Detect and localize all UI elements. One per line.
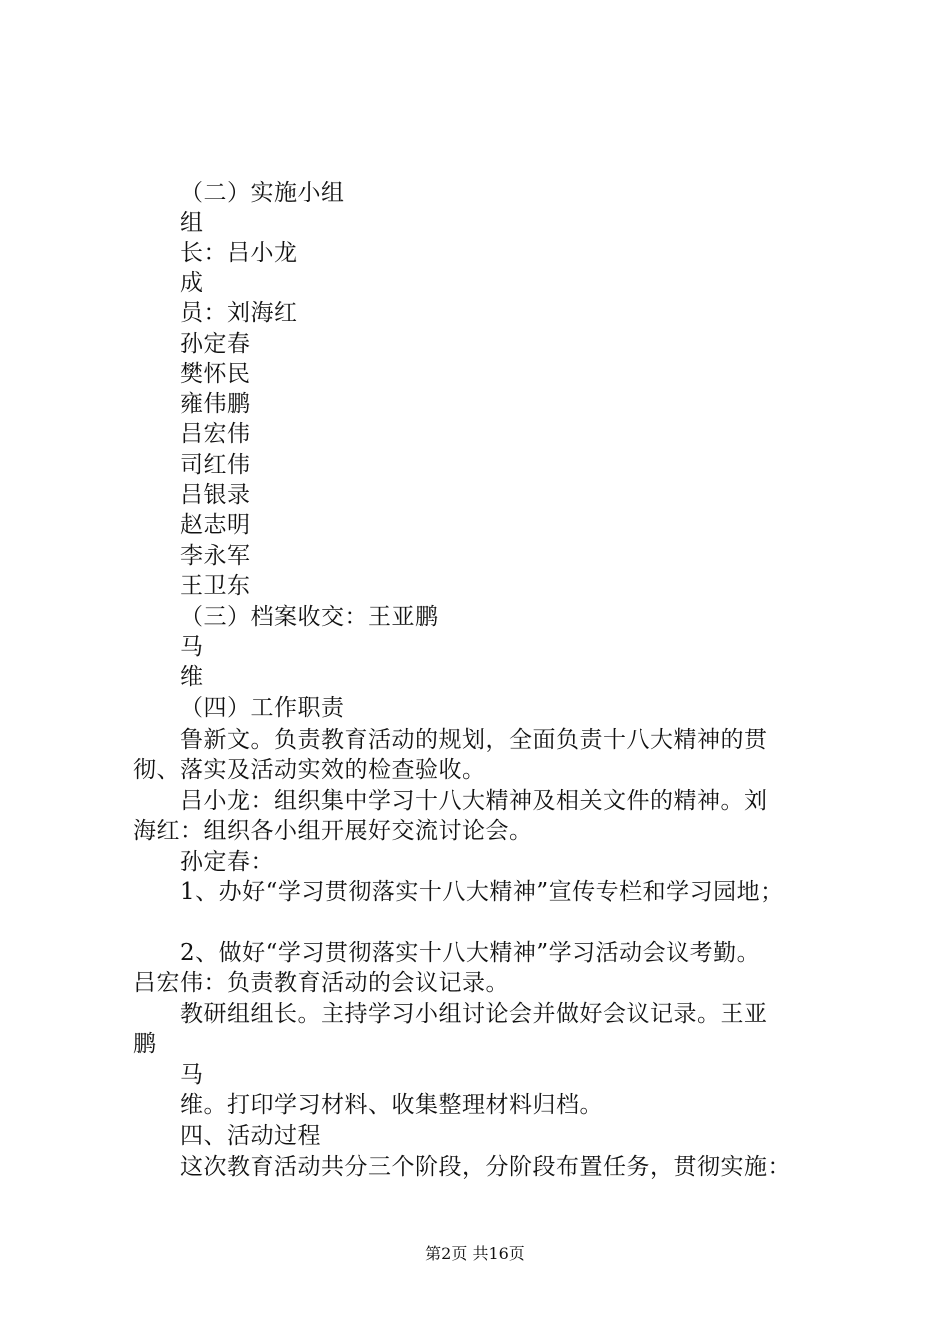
section-heading-activity-process: 四、活动过程 bbox=[180, 1123, 321, 1149]
member-name: 李永军 bbox=[180, 543, 251, 569]
text-line: 员：刘海红 bbox=[180, 300, 298, 326]
paragraph-line: 马 bbox=[180, 1062, 204, 1088]
paragraph-line: 海红：组织各小组开展好交流讨论会。 bbox=[133, 818, 533, 844]
paragraph-line: 维。打印学习材料、收集整理材料归档。 bbox=[180, 1092, 603, 1118]
section-heading-duties: （四）工作职责 bbox=[180, 695, 345, 721]
section-heading-implementation-group: （二）实施小组 bbox=[180, 180, 345, 206]
member-name: 赵志明 bbox=[180, 512, 251, 538]
page-footer: 第2页 共16页 bbox=[425, 1244, 525, 1263]
paragraph-line: 孙定春： bbox=[180, 849, 274, 875]
paragraph-line: 彻、落实及活动实效的检查验收。 bbox=[133, 757, 486, 783]
member-name: 吕银录 bbox=[180, 482, 251, 508]
member-name: 雍伟鹏 bbox=[180, 391, 251, 417]
paragraph-line: 1、办好“学习贯彻落实十八大精神”宣传专栏和学习园地； bbox=[180, 879, 784, 905]
paragraph-line: 吕宏伟：负责教育活动的会议记录。 bbox=[133, 970, 509, 996]
text-line: 长：吕小龙 bbox=[180, 240, 298, 266]
member-name: 王卫东 bbox=[180, 573, 251, 599]
paragraph-line: 鹏 bbox=[133, 1031, 157, 1057]
text-line: 成 bbox=[180, 270, 204, 296]
member-name: 司红伟 bbox=[180, 452, 251, 478]
member-name: 吕宏伟 bbox=[180, 421, 251, 447]
member-name: 樊怀民 bbox=[180, 361, 251, 387]
paragraph-line: 这次教育活动共分三个阶段，分阶段布置任务，贯彻实施： bbox=[180, 1154, 791, 1180]
paragraph-line: 2、做好“学习贯彻落实十八大精神”学习活动会议考勤。 bbox=[180, 940, 761, 966]
section-heading-archive-submission: （三）档案收交：王亚鹏 bbox=[180, 604, 439, 630]
paragraph-line: 吕小龙：组织集中学习十八大精神及相关文件的精神。刘 bbox=[180, 788, 768, 814]
paragraph-line: 教研组组长。主持学习小组讨论会并做好会议记录。王亚 bbox=[180, 1001, 768, 1027]
text-line: 维 bbox=[180, 664, 204, 690]
paragraph-line: 鲁新文。负责教育活动的规划，全面负责十八大精神的贯 bbox=[180, 727, 768, 753]
text-line: 马 bbox=[180, 634, 204, 660]
member-name: 孙定春 bbox=[180, 331, 251, 357]
text-line: 组 bbox=[180, 210, 204, 236]
